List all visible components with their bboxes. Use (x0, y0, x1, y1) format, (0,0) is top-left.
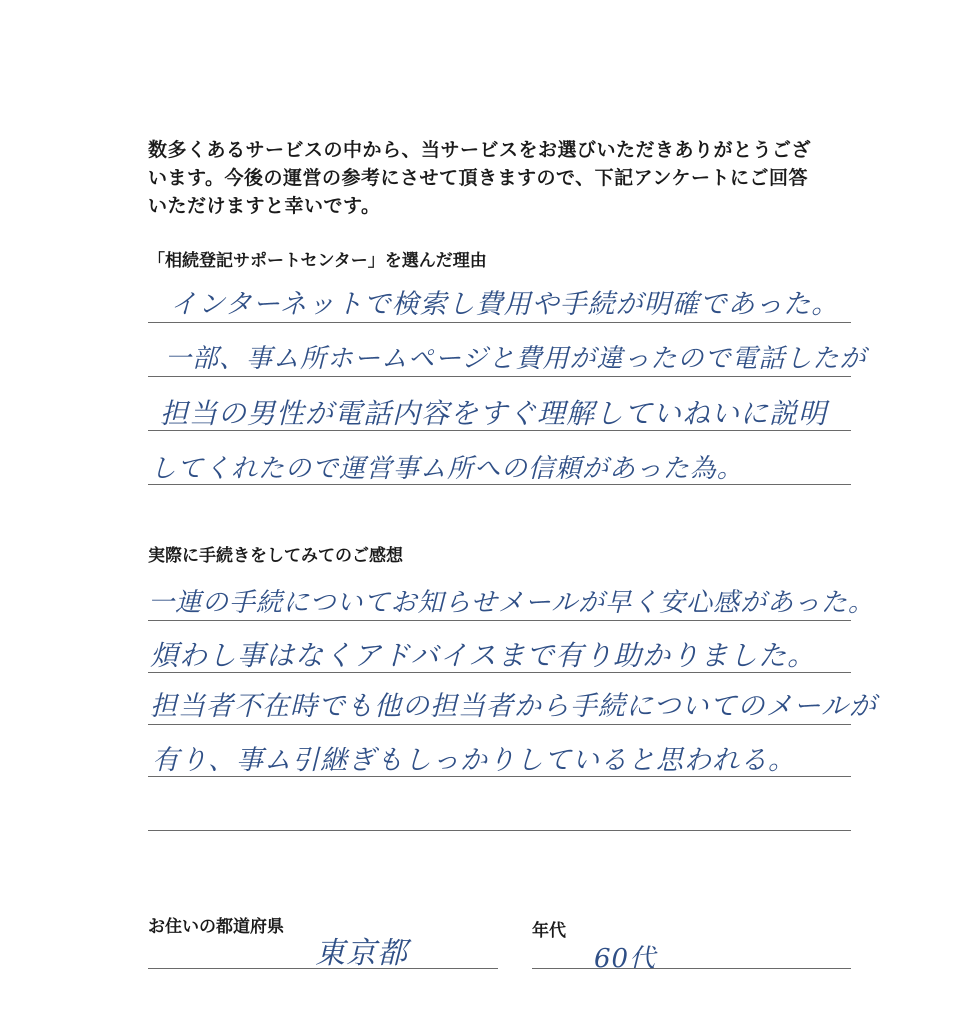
answer-rule (148, 322, 851, 323)
section1-heading: 「相続登記サポートセンター」を選んだ理由 (148, 251, 487, 271)
section2-answer-line-2: 煩わし事はなくアドバイスまで有り助かりました。 (150, 639, 817, 672)
age-rule (532, 968, 851, 969)
answer-rule (148, 672, 851, 673)
section1-answer-line-1: インターネットで検索し費用や手続が明確であった。 (170, 289, 840, 320)
intro-text (148, 136, 868, 220)
prefecture-rule (148, 968, 498, 969)
section1-answer-line-4: してくれたので運営事ム所への信頼があった為。 (150, 454, 744, 484)
section2-answer-line-3: 担当者不在時でも他の担当者から手続についてのメールが (150, 691, 877, 722)
intro-line-2: います。今後の運営の参考にさせて頂きますので、下記アンケートにご回答 (148, 167, 808, 189)
answer-rule (148, 484, 851, 485)
intro-line-3: いただけますと幸いです。 (148, 195, 381, 217)
answer-rule (148, 620, 851, 621)
answer-rule (148, 724, 851, 725)
section1-answer-line-2: 一部、事ム所ホームページと費用が違ったので電話したが (165, 344, 867, 374)
answer-rule (148, 776, 851, 777)
age-label: 年代 (532, 921, 566, 941)
prefecture-label: お住いの都道府県 (148, 917, 284, 937)
section1-answer-line-3: 担当の男性が電話内容をすぐ理解していねいに説明 (160, 397, 828, 430)
age-value: 60代 (594, 944, 657, 974)
prefecture-value: 東京都 (315, 936, 408, 971)
section2-heading: 実際に手続きをしてみてのご感想 (148, 546, 403, 566)
section2-answer-line-4: 有り、事ム引継ぎもしっかりしていると思われる。 (152, 745, 796, 776)
intro-line-1: 数多くあるサービスの中から、当サービスをお選びいただきありがとうござ (148, 139, 812, 161)
section2-answer-line-1: 一連の手続についてお知らせメールが早く安心感があった。 (148, 588, 875, 618)
answer-rule (148, 830, 851, 831)
answer-rule (148, 430, 851, 431)
answer-rule (148, 376, 851, 377)
